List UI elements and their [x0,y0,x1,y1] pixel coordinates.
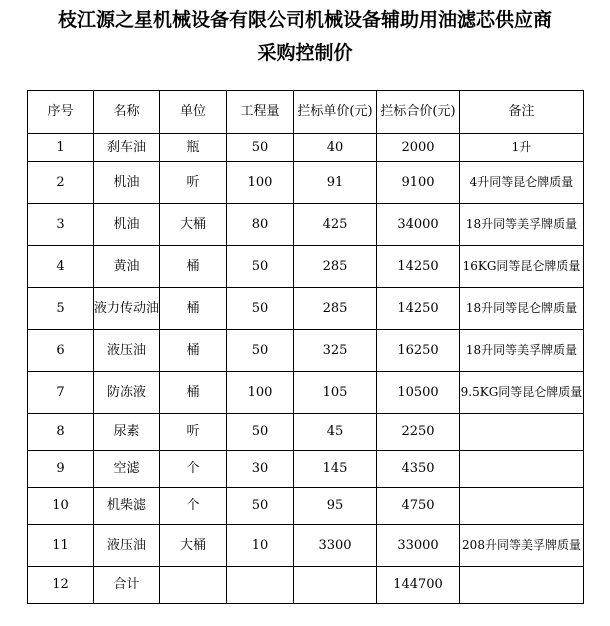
document-title-line-2: 采购控制价 [257,42,353,64]
cell-total: 33000 [377,525,460,567]
cell-note: 18升同等美孚牌质量 [460,204,584,246]
cell-unit: 大桶 [160,204,227,246]
cell-total: 16250 [377,330,460,372]
cell-seq: 4 [28,246,94,288]
header-seq: 序号 [28,91,94,134]
table-row [28,414,584,451]
cell-seq: 5 [28,288,94,330]
cell-seq: 9 [28,451,94,488]
cell-total: 2250 [377,414,460,451]
cell-name: 机柴滤 [94,488,160,525]
document-title [0,4,610,70]
cell-unit: 个 [160,451,227,488]
cell-unit: 桶 [160,372,227,414]
cell-qty: 50 [227,134,294,162]
table-row [28,451,584,488]
cell-note [460,488,584,525]
cell-seq: 6 [28,330,94,372]
cell-unit: 听 [160,414,227,451]
header-note: 备注 [460,91,584,134]
cell-qty: 50 [227,246,294,288]
cell-qty: 50 [227,288,294,330]
price-control-table [27,90,584,604]
table-header-row [28,91,584,134]
cell-note: 4升同等昆仑牌质量 [460,162,584,204]
table-row [28,525,584,567]
header-total: 拦标合价(元) [377,91,460,134]
cell-price: 40 [294,134,377,162]
cell-name: 刹车油 [94,134,160,162]
cell-note: 208升同等美孚牌质量 [460,525,584,567]
cell-unit: 桶 [160,246,227,288]
cell-price: 105 [294,372,377,414]
table-row [28,246,584,288]
cell-qty: 50 [227,330,294,372]
cell-seq: 2 [28,162,94,204]
summary-total: 144700 [377,567,460,604]
cell-total: 10500 [377,372,460,414]
cell-price: 45 [294,414,377,451]
cell-seq: 3 [28,204,94,246]
cell-price: 3300 [294,525,377,567]
cell-price: 325 [294,330,377,372]
cell-seq: 10 [28,488,94,525]
cell-unit: 瓶 [160,134,227,162]
cell-note: 16KG同等昆仑牌质量 [460,246,584,288]
cell-note: 18升同等美孚牌质量 [460,330,584,372]
cell-note: 18升同等昆仑牌质量 [460,288,584,330]
cell-total: 4350 [377,451,460,488]
cell-price: 145 [294,451,377,488]
cell-seq: 11 [28,525,94,567]
cell-price: 285 [294,246,377,288]
table-row [28,330,584,372]
cell-price: 285 [294,288,377,330]
summary-row [28,567,584,604]
cell-unit: 桶 [160,288,227,330]
table-row [28,134,584,162]
cell-qty: 100 [227,372,294,414]
cell-unit: 个 [160,488,227,525]
cell-unit: 大桶 [160,525,227,567]
cell-seq: 1 [28,134,94,162]
cell-name: 液压油 [94,330,160,372]
summary-note [460,567,584,604]
cell-qty: 10 [227,525,294,567]
cell-total: 9100 [377,162,460,204]
cell-total: 14250 [377,288,460,330]
summary-label: 合计 [94,567,160,604]
cell-name: 机油 [94,162,160,204]
cell-name: 尿素 [94,414,160,451]
cell-seq: 7 [28,372,94,414]
cell-qty: 50 [227,488,294,525]
header-unit: 单位 [160,91,227,134]
cell-note [460,414,584,451]
cell-note [460,451,584,488]
cell-price: 425 [294,204,377,246]
header-price: 拦标单价(元) [294,91,377,134]
table-row [28,204,584,246]
cell-unit: 听 [160,162,227,204]
table-row [28,288,584,330]
cell-qty: 100 [227,162,294,204]
cell-note: 1升 [460,134,584,162]
cell-total: 4750 [377,488,460,525]
header-name: 名称 [94,91,160,134]
table-row [28,162,584,204]
cell-seq: 8 [28,414,94,451]
cell-name: 防冻液 [94,372,160,414]
cell-qty: 50 [227,414,294,451]
cell-name: 黄油 [94,246,160,288]
cell-qty: 30 [227,451,294,488]
cell-total: 14250 [377,246,460,288]
table-row [28,488,584,525]
header-qty: 工程量 [227,91,294,134]
summary-unit [160,567,227,604]
cell-price: 91 [294,162,377,204]
cell-qty: 80 [227,204,294,246]
summary-price [294,567,377,604]
summary-seq: 12 [28,567,94,604]
cell-price: 95 [294,488,377,525]
summary-qty [227,567,294,604]
cell-total: 34000 [377,204,460,246]
cell-name: 液压油 [94,525,160,567]
table-row [28,372,584,414]
cell-total: 2000 [377,134,460,162]
cell-unit: 桶 [160,330,227,372]
document-title-line-1: 枝江源之星机械设备有限公司机械设备辅助用油滤芯供应商 [57,9,552,31]
cell-note: 9.5KG同等昆仑牌质量 [460,372,584,414]
cell-name: 空滤 [94,451,160,488]
cell-name: 液力传动油 [94,288,160,330]
cell-name: 机油 [94,204,160,246]
